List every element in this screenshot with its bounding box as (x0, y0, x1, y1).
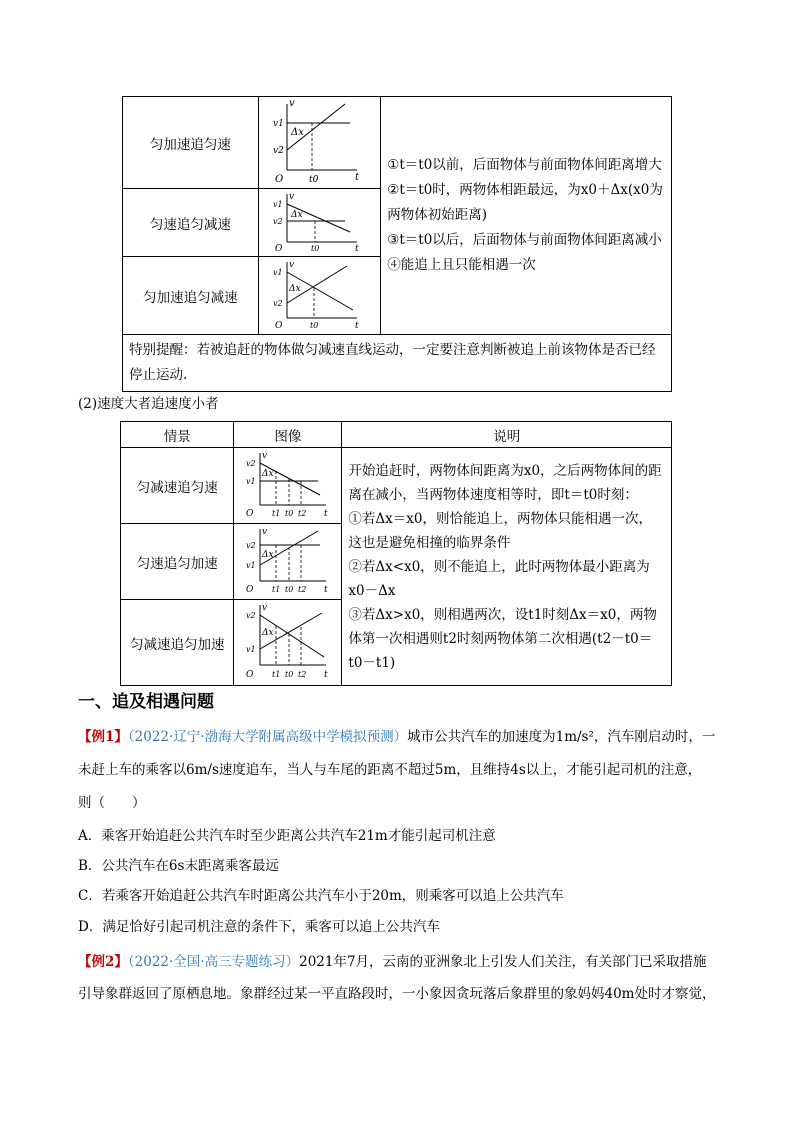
v2-label: v2 (272, 298, 283, 308)
note-item: 开始追赶时，两物体间距离为x0，之后两物体间的距离在减小，当两物体速度相等时，即t＝t0时刻： (348, 462, 662, 503)
example-1-line-3: 则（ ） (78, 795, 146, 811)
table-1-scene-cell (123, 189, 259, 257)
note-item: ④能追上且只能相遇一次 (387, 257, 536, 273)
axis-v-label: v (288, 191, 294, 202)
v1-label: v1 (245, 476, 256, 486)
origin-label: O (245, 584, 254, 595)
dx-label: Δx (261, 627, 274, 638)
table-2-scene-cell (121, 600, 234, 686)
table-1-scene-cell (123, 257, 259, 335)
scene-label: 匀减速追匀加速 (129, 636, 225, 653)
graph-uniform-vs-decel (265, 190, 375, 252)
t1-label: t1 (271, 669, 281, 679)
scene-label: 匀速追匀减速 (149, 216, 231, 233)
note-item: ③若Δx>x0，则相遇两次，设t1时刻Δx＝x0，两物体第一次相遇则t2时刻两物体第二次相遇(t2－t0＝t0－t1) (348, 606, 657, 671)
t0-label: t0 (284, 669, 294, 679)
t2-label: t2 (297, 584, 307, 594)
origin-label: O (245, 508, 254, 519)
table-2 (120, 421, 672, 686)
t1-label: t1 (271, 584, 281, 594)
axis-v-label: v (261, 526, 268, 537)
example-1-stem: 城市公共汽车的加速度为1m/s²，汽车刚启动时，一 (407, 729, 716, 745)
axis-v-label: v (261, 602, 268, 613)
example-2-line-2: 引导象群返回了原栖息地。象群经过某一平直路段时，一小象因贪玩落后象群里的象妈妈40m处时才察觉， (78, 986, 716, 1002)
v1-label: v1 (245, 560, 256, 570)
graph-cell (258, 257, 381, 335)
v1-label: v1 (272, 267, 283, 277)
axis-v-label: v (261, 450, 268, 461)
example-2-source: （2022·全国·高三专题练习） (127, 954, 300, 970)
origin-label: O (245, 669, 254, 680)
note-item: ①t＝t0以前，后面物体与前面物体间距离增大 (387, 157, 662, 173)
example-2-line-1 (78, 952, 707, 972)
dx-label: Δx (261, 468, 274, 479)
origin-label: O (274, 243, 282, 252)
t0-label: t0 (284, 508, 294, 518)
t0-label: t0 (308, 174, 318, 184)
table-2-scene-cell (121, 448, 234, 524)
example-1-line-2: 未赶上车的乘客以6m/s速度追车，当人与车尾的距离不超过5m，且维持4s以上，才能引起司机的注意， (78, 762, 702, 778)
note-item: ②t＝t0时，两物体相距最远，为x0＋Δx(x0为两物体初始距离) (387, 182, 663, 223)
example-1-tag: 【例1】 (78, 729, 128, 745)
v1-label: v1 (245, 644, 256, 654)
graph-cell (234, 600, 342, 686)
t1-label: t1 (271, 508, 281, 518)
example-1-line-1 (78, 727, 715, 747)
subheading: (2)速度大者追速度小者 (78, 396, 219, 412)
special-reminder: 特别提醒：若被追赶的物体做匀减速直线运动，一定要注意判断被追上前该物体是否已经停止运动. (123, 335, 672, 392)
dx-label: Δx (290, 126, 304, 138)
option-d: D．满足恰好引起司机注意的条件下，乘客可以追上公共汽车 (78, 919, 440, 935)
example-2-tag: 【例2】 (78, 954, 128, 970)
header-graph: 图像 (234, 422, 342, 448)
graph-cell (234, 524, 342, 600)
graph-cell (258, 97, 381, 189)
v2-label: v2 (245, 610, 256, 620)
note-item: ③t＝t0以后，后面物体与前面物体间距离减小 (387, 232, 662, 248)
axis-v-label: v (288, 97, 295, 109)
table-2-scene-cell (121, 524, 234, 600)
v2-label: v2 (272, 145, 284, 156)
section-title: 一、追及相遇问题 (78, 692, 214, 712)
axis-t-label: t (323, 508, 328, 519)
axis-t-label: t (323, 669, 328, 680)
graph-cell (258, 189, 381, 257)
graph-decel-vs-accel (238, 601, 338, 681)
scene-label: 匀速追匀加速 (136, 555, 218, 572)
scene-label: 匀加速追匀减速 (143, 289, 238, 306)
option-c: C．若乘客开始追赶公共汽车时距离公共汽车小于20m，则乘客可以追上公共汽车 (78, 888, 564, 904)
axis-t-label: t (354, 320, 359, 330)
table-2-notes (342, 448, 672, 686)
v1-label: v1 (272, 118, 284, 129)
header-scene: 情景 (121, 422, 234, 448)
option-b: B．公共汽车在6s末距离乘客最远 (78, 858, 279, 874)
t2-label: t2 (297, 669, 307, 679)
header-description: 说明 (342, 422, 672, 448)
example-1-source: （2022·辽宁·渤海大学附属高级中学模拟预测） (127, 729, 408, 745)
example-2-stem: 2021年7月，云南的亚洲象北上引发人们关注，有关部门已采取措施 (299, 954, 707, 970)
option-a: A．乘客开始追赶公共汽车时至少距离公共汽车21m才能引起司机注意 (78, 828, 496, 844)
t2-label: t2 (297, 508, 307, 518)
dx-label: Δx (288, 283, 301, 294)
table-1-scene-cell (123, 97, 259, 189)
t0-label: t0 (284, 584, 294, 594)
axis-t-label: t (323, 584, 328, 595)
t0-label: t0 (309, 320, 318, 330)
v2-label: v2 (272, 216, 283, 226)
dx-label: Δx (261, 549, 274, 560)
scene-label: 匀减速追匀速 (136, 479, 218, 496)
note-item: ①若Δx＝x0，则恰能追上，两物体只能相遇一次，这也是避免相撞的临界条件 (348, 510, 652, 551)
graph-cell (234, 448, 342, 524)
graph-accel-vs-uniform (265, 98, 375, 184)
axis-t-label: t (354, 171, 359, 183)
v2-label: v2 (245, 458, 256, 468)
graph-decel-vs-uniform (238, 449, 338, 519)
axis-v-label: v (288, 259, 294, 270)
origin-label: O (274, 173, 283, 184)
note-item: ②若Δx<x0，则不能追上，此时两物体最小距离为x0－Δx (348, 558, 650, 599)
scene-label: 匀加速追匀速 (149, 136, 231, 153)
graph-accel-vs-decel (265, 258, 375, 330)
graph-uniform-vs-accel (238, 525, 338, 595)
table-1 (122, 96, 672, 392)
origin-label: O (274, 320, 282, 330)
dx-label: Δx (290, 209, 303, 220)
axis-t-label: t (354, 243, 359, 252)
t0-label: t0 (310, 243, 319, 252)
table-1-notes (381, 97, 672, 335)
v2-label: v2 (245, 540, 256, 550)
v1-label: v1 (272, 199, 283, 209)
